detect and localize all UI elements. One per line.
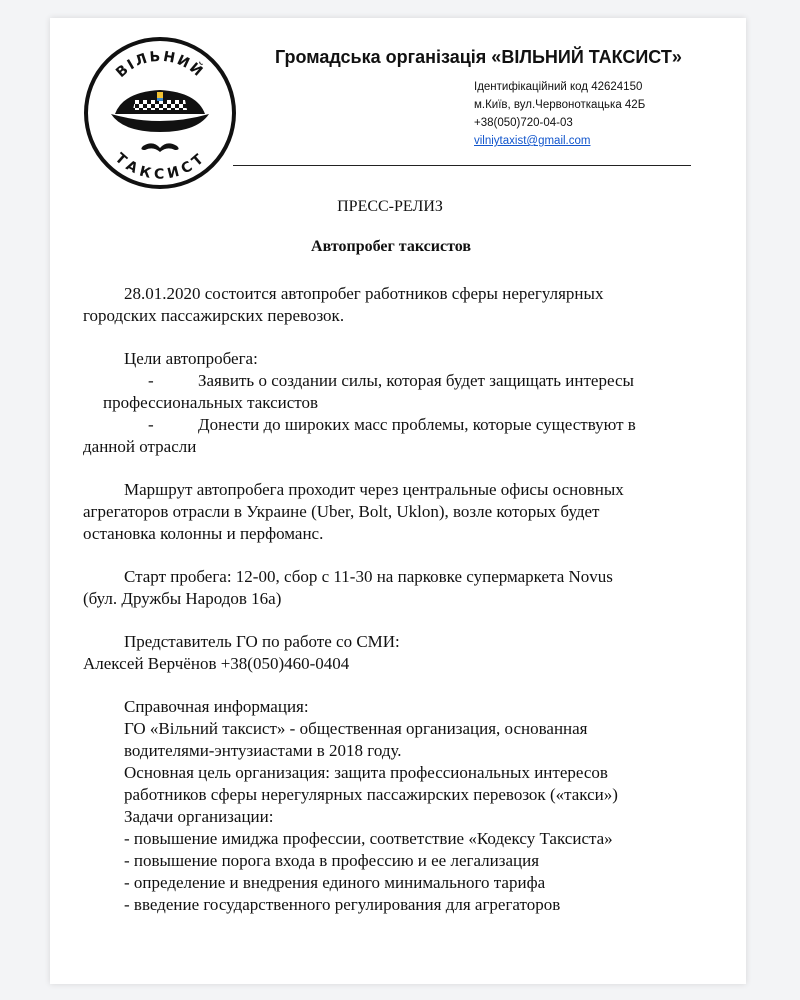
intro-line-1: 28.01.2020 состоится автопробег работников сферы нерегулярных <box>124 284 604 303</box>
reference-line-6: Задачи организации: <box>124 807 274 826</box>
org-email-link[interactable]: vilniytaxist@gmail.com <box>474 135 591 147</box>
start-line-2: (бул. Дружбы Народов 16а) <box>83 589 282 608</box>
reference-line-2: ГО «Вільний таксист» - общественная организация, основанная <box>124 719 588 738</box>
taxi-cap-mustache-icon <box>83 36 237 190</box>
header-divider <box>233 165 691 166</box>
goal-1-line-2: профессиональных таксистов <box>103 393 319 412</box>
reference-line-9: - определение и внедрения единого минимального тарифа <box>124 873 546 892</box>
media-line-2: Алексей Верчёнов +38(050)460-0404 <box>83 654 350 673</box>
org-phone: +38(050)720-04-03 <box>474 117 573 129</box>
reference-line-3: водителями-энтузиастами в 2018 году. <box>124 741 402 760</box>
document-type: ПРЕСС-РЕЛИЗ <box>337 198 443 215</box>
media-line-1: Представитель ГО по работе со СМИ: <box>124 632 400 651</box>
reference-line-4: Основная цель организация: защита профессиональных интересов <box>124 763 608 782</box>
start-line-1: Старт пробега: 12-00, сбор с 11-30 на парковке супермаркета Novus <box>124 567 613 586</box>
reference-line-7: - повышение имиджа профессии, соответствие «Кодексу Таксиста» <box>124 829 613 848</box>
org-address: м.Київ, вул.Червоноткацька 42Б <box>474 99 646 111</box>
goal-1-line-1: Заявить о создании силы, которая будет защищать интересы <box>198 371 634 390</box>
org-id-code: Ідентифікаційний код 42624150 <box>474 81 643 93</box>
intro-line-2: городских пассажирских перевозок. <box>83 306 345 325</box>
org-title: Громадська організація «ВІЛЬНИЙ ТАКСИСТ» <box>275 47 682 67</box>
goal-2-line-2: данной отрасли <box>83 437 197 456</box>
goals-heading: Цели автопробега: <box>124 349 258 368</box>
route-line-2: агрегаторов отрасли в Украине (Uber, Bolt, Uklon), возле которых будет <box>83 502 600 521</box>
goal-2-line-1: Донести до широких масс проблемы, которые существуют в <box>198 415 636 434</box>
reference-line-5: работников сферы нерегулярных пассажирских перевозок («такси») <box>124 785 618 804</box>
route-line-1: Маршрут автопробега проходит через центральные офисы основных <box>124 480 624 499</box>
reference-line-1: Справочная информация: <box>124 697 309 716</box>
reference-line-10: - введение государственного регулирования для агрегаторов <box>124 895 561 914</box>
route-line-3: остановка колонны и перфоманс. <box>83 524 324 543</box>
logo-text-top: ВІЛЬНИЙ <box>113 48 207 82</box>
reference-line-8: - повышение порога входа в профессию и ее легализация <box>124 851 540 870</box>
bullet-2: - <box>148 415 154 434</box>
bullet-1: - <box>148 371 154 390</box>
document-title: Автопробег таксистов <box>311 238 471 255</box>
logo-text-bottom: ТАКСИСТ <box>111 150 209 183</box>
contact-block <box>474 78 645 150</box>
